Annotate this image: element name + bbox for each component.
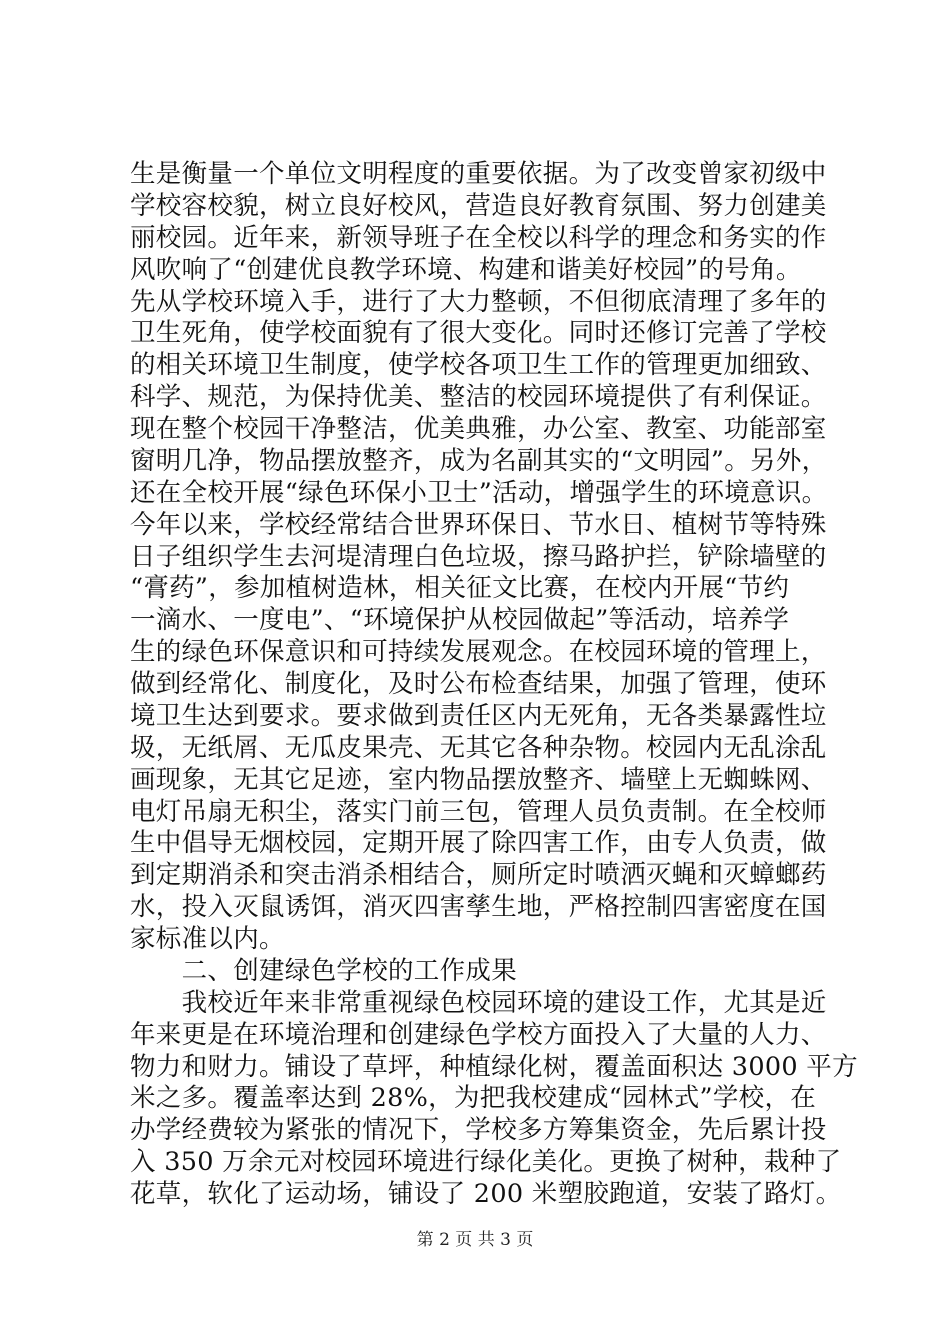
body-text-line: 年来更是在环境治理和创建绿色学校方面投入了大量的人力、 xyxy=(130,1019,827,1050)
body-text-line: 花草，软化了运动场，铺设了 200 米塑胶跑道，安装了路灯。 xyxy=(130,1179,842,1209)
body-text-line: 做到经常化、制度化，及时公布检查结果，加强了管理，使环 xyxy=(130,669,827,699)
body-text-line: 水，投入灭鼠诱饵，消灭四害孳生地，严格控制四害密度在国 xyxy=(130,892,827,923)
body-text-line: 卫生死角，使学校面貌有了很大变化。同时还修订完善了学校 xyxy=(130,318,827,349)
body-text-line: 丽校园。近年来，新领导班子在全校以科学的理念和务实的作 xyxy=(130,222,827,253)
body-text-line: 一滴水、一度电”、“环境保护从校园做起”等活动，培养学 xyxy=(130,605,790,636)
body-text-line: 办学经费较为紧张的情况下，学校多方筹集资金，先后累计投 xyxy=(130,1115,827,1146)
body-text-line: 窗明几净，物品摆放整齐，成为名副其实的“文明园”。另外， xyxy=(130,445,828,476)
page-footer: 第 2 页 共 3 页 xyxy=(416,1230,534,1250)
body-text-line: 到定期消杀和突击消杀相结合，厕所定时喷洒灭蝇和灭蟑螂药 xyxy=(130,860,827,891)
body-text-line: 米之多。覆盖率达到 28%，为把我校建成“园林式”学校，在 xyxy=(130,1083,817,1114)
body-text-line: 日子组织学生去河堤清理白色垃圾，擦马路护拦，铲除墙壁的 xyxy=(130,541,827,572)
body-text-line: 今年以来，学校经常结合世界环保日、节水日、植树节等特殊 xyxy=(130,509,827,540)
body-text-line: 境卫生达到要求。要求做到责任区内无死角，无各类暴露性垃 xyxy=(130,700,827,731)
body-text-line: 画现象，无其它足迹，室内物品摆放整齐、墙壁上无蜘蛛网、 xyxy=(130,764,827,795)
body-text-line: 学校容校貌，树立良好校风，营造良好教育氛围、努力创建美 xyxy=(130,190,827,221)
body-text-line: 生的绿色环保意识和可持续发展观念。在校园环境的管理上， xyxy=(130,637,827,668)
body-text-line: 我校近年来非常重视绿色校园环境的建设工作，尤其是近 xyxy=(130,987,827,1018)
body-text-line: 还在全校开展“绿色环保小卫士”活动，增强学生的环境意识。 xyxy=(130,477,828,508)
body-text-line: 圾，无纸屑、无瓜皮果壳、无其它各种杂物。校园内无乱涂乱 xyxy=(130,732,827,763)
section-heading: 二、创建绿色学校的工作成果 xyxy=(130,955,518,986)
body-text-line: “膏药”，参加植树造林，相关征文比赛，在校内开展“节约 xyxy=(130,573,790,604)
body-text-line: 风吹响了“创建优良教学环境、构建和谐美好校园”的号角。 xyxy=(130,254,802,285)
body-text-line: 生中倡导无烟校园，定期开展了除四害工作，由专人负责，做 xyxy=(130,828,827,859)
body-text-line: 科学、规范，为保持优美、整洁的校园环境提供了有利保证。 xyxy=(130,382,827,413)
body-text-line: 入 350 万余元对校园环境进行绿化美化。更换了树种，栽种了 xyxy=(130,1147,842,1178)
body-text-line: 生是衡量一个单位文明程度的重要依据。为了改变曾家初级中 xyxy=(130,159,827,189)
body-text-line: 电灯吊扇无积尘，落实门前三包，管理人员负责制。在全校师 xyxy=(130,796,827,827)
body-text-line: 物力和财力。铺设了草坪，种植绿化树，覆盖面积达 3000 平方 xyxy=(130,1051,858,1082)
body-text-line: 的相关环境卫生制度，使学校各项卫生工作的管理更加细致、 xyxy=(130,350,827,381)
body-text-line: 现在整个校园干净整洁，优美典雅，办公室、教室、功能部室 xyxy=(130,414,827,444)
body-text-line: 家标准以内。 xyxy=(130,924,285,954)
body-text-line: 先从学校环境入手，进行了大力整顿，不但彻底清理了多年的 xyxy=(130,286,827,317)
